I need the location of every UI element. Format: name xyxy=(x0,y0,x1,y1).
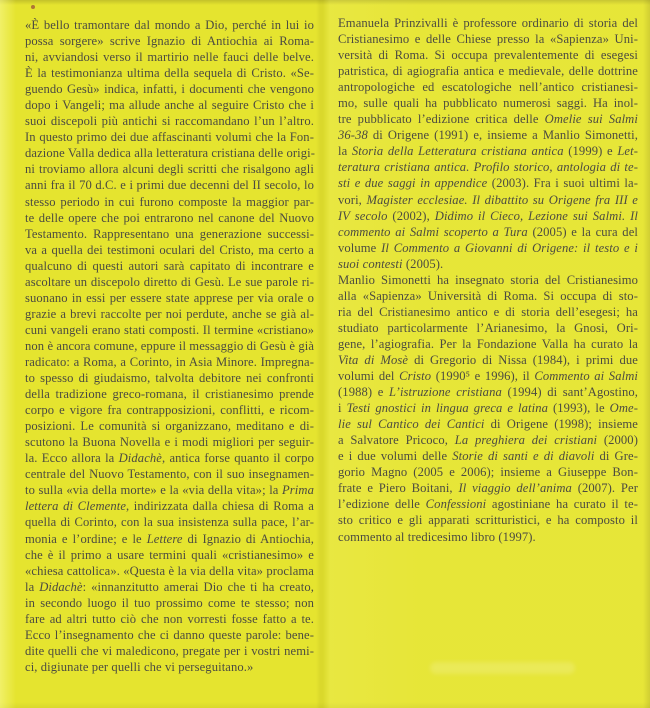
text-line: ci, digiunate per quelli che vi perseguitano.» xyxy=(25,659,254,674)
text-line: della tradizione greco-romana, il cristianesimo prende xyxy=(25,387,314,402)
text-line: suoi discepoli più antichi si raccomandano l’un l’altro. xyxy=(25,114,314,129)
text-line: volume Il Commento a Giovanni di Origene: il testo e i xyxy=(338,240,639,255)
text-line: suonano in essi per essere state apprese per via orale o xyxy=(25,290,314,305)
text-line: volumi del Cristo (1990⁵ e 1996), il Commento ai Salmi xyxy=(338,369,638,384)
text-line: la. Ecco allora la Didachè, antica forse quanto il corpo xyxy=(25,451,314,466)
text-line: posizioni. Le comunità si organizzano, meditano e di- xyxy=(25,419,314,434)
text-line: lettera di Clemente, indirizzata dalla chiesa di Roma a xyxy=(25,499,314,514)
text-line: dite quelli che vi maledicono, pregate per i vostri nemi- xyxy=(25,643,314,658)
right-text-column xyxy=(338,15,638,545)
text-line: che è il primo a usare termini quali «cristianesimo» e xyxy=(25,547,314,562)
text-line: l’edizione delle Confessioni agostiniane ha curato il te- xyxy=(338,497,638,512)
text-line: commento al tredicesimo libro (1997). xyxy=(338,529,536,544)
text-line: radicato: a Roma, a Corinto, in Asia Minore. Impregna- xyxy=(25,354,314,369)
text-line: vori, Magister ecclesiae. Il dibattito su Origene fra III e xyxy=(338,192,638,207)
text-line: ria del Cristianesimo antico e di storia dell’esegesi; ha xyxy=(338,304,638,319)
text-line: la Storia della Letteratura cristiana antica (1999) e Let- xyxy=(338,144,638,159)
text-line: sti e due saggi in appendice (2003). Fra i suoi ultimi la- xyxy=(338,176,639,191)
text-line: scutono la Buona Novella e i modi migliori per seguir- xyxy=(25,435,314,450)
left-text-column xyxy=(25,17,314,675)
text-line: qualcuno di questi autori sarà capitato di incontrare e xyxy=(25,258,314,273)
text-line: ni, avviandosi verso il martirio nelle fauci delle belve. xyxy=(25,50,314,65)
text-line: guendo Gesù» indica, infatti, i documenti che vengono xyxy=(25,82,314,97)
text-line: a Salvatore Pricoco, La preghiera dei cristiani (2000) xyxy=(338,433,638,448)
text-line: Vita di Mosè di Gregorio di Nissa (1984), i primi due xyxy=(338,352,638,367)
text-line: teratura cristiana antica. Profilo storico, antologia di te- xyxy=(338,160,638,175)
text-line: In questo primo dei due affascinanti volumi che la Fon- xyxy=(25,130,314,145)
text-line: Cristianesimo e delle Chiese presso la «Sapienza» Uni- xyxy=(338,32,638,47)
text-line: cuni vangeli erano stati composti. Il termine «cristiano» xyxy=(25,322,314,337)
text-line: la Didachè: «innanzitutto amerai Dio che ti ha creato, xyxy=(25,579,314,594)
text-line: patristica, di agiografia antica e medievale, delle dottrine xyxy=(338,64,638,79)
text-line: e i due volumi delle Storie di santi e di diavoli di Gre- xyxy=(338,449,638,464)
text-line: 36-38 di Origene (1991) e, insieme a Manlio Simonetti, xyxy=(338,128,638,143)
text-line: to sulla «via della morte» e la «via della vita»; la Prima xyxy=(25,483,314,498)
text-line: IV secolo (2002), Didimo il Cieco, Lezione sui Salmi. Il xyxy=(338,208,638,223)
text-line: Manlio Simonetti ha insegnato storia del Cristianesimo xyxy=(338,272,638,287)
text-line: centrale del Nuovo Testamento, con il suo insegnamen- xyxy=(25,467,314,482)
text-line: (1988) e L’istruzione cristiana (1994) di sant’Agostino, xyxy=(338,385,638,400)
text-line: corpo e vigore fra contrapposizioni, conflitti, e ricom- xyxy=(25,403,314,418)
text-line: te delle opere che poi entrarono nel canone del Nuovo xyxy=(25,210,314,225)
text-line: studiato particolarmente l’Arianesimo, la Gnosi, Ori- xyxy=(338,320,638,335)
text-line: non è ancora comune, eppure il messaggio di Gesù è già xyxy=(25,338,315,353)
text-line: versità di Roma. Si occupa prevalentemente di esegesi xyxy=(338,48,638,63)
show-through-mark xyxy=(430,662,575,674)
paper-speck xyxy=(31,5,35,9)
text-line: alla «Sapienza» Università di Roma. Si occupa di sto- xyxy=(338,288,638,303)
text-line: monia e l’ordine; e le Lettere di Ignazio di Antiochia, xyxy=(25,531,314,546)
text-line: fare ad altri tutto ciò che non vorresti fosse fatto a te. xyxy=(25,611,314,626)
text-line: possa sorgere» scrive Ignazio di Antiochia ai Roma- xyxy=(25,34,314,49)
text-line: anni fra il 70 d.C. e i primi due decenni del II secolo, lo xyxy=(25,178,314,193)
text-line: grazie a brevi raccolte per noi perdute, anche se già al- xyxy=(25,306,314,321)
text-line: commento ai Salmi scoperto a Tura (2005) e la cura del xyxy=(338,224,638,239)
text-line: Ecco l’insegnamento che ci danno queste parole: bene- xyxy=(25,627,314,642)
text-line: stesso periodo in cui furono composte la maggior par- xyxy=(25,194,314,209)
text-line: quella di Corinto, con la sua insistenza sulla pace, l’ar- xyxy=(25,515,314,530)
text-line: dopo i Vangeli; ma allude anche al seguire Cristo che i xyxy=(25,98,314,113)
text-line: sto critico e gli apparati scritturistici, e ha composto il xyxy=(338,513,638,528)
text-line: È la testimonianza ultima della sequela di Cristo. «Se- xyxy=(25,66,314,81)
text-line: Testamento. Rappresentano una generazione successi- xyxy=(25,226,314,241)
paragraph xyxy=(338,15,638,272)
text-line: «chiesa cattolica». «Questa è la via della vita» proclama xyxy=(25,563,314,578)
text-line: ni troviamo allora alcuni degli scritti che risalgono agli xyxy=(25,162,314,177)
text-line: gene, l’agiografia. Per la Fondazione Valla ha curato la xyxy=(338,336,638,351)
text-line: lie sul Cantico dei Cantici di Origene (1998); insieme xyxy=(338,417,638,432)
text-line: va a quella dei testimoni oculari del Cristo, ma certo a xyxy=(25,242,314,257)
text-line: frate e Piero Boitani, Il viaggio dell’anima (2007). Per xyxy=(338,481,638,496)
text-line: antropologiche ed escatologiche nell’antico cristianesi- xyxy=(338,80,638,95)
text-line: in secondo luogo il tuo prossimo come te stesso; non xyxy=(25,595,314,610)
text-line: mo, sulle quali ha pubblicato numerosi saggi. Ha inol- xyxy=(338,96,638,111)
text-line: tre pubblicato l’edizione critica delle Omelie sui Salmi xyxy=(338,112,638,127)
paragraph xyxy=(338,272,638,545)
text-line: to spesso di giudaismo, talvolta debitore nei confronti xyxy=(25,371,314,386)
text-line: suoi contesti (2005). xyxy=(338,256,444,271)
text-line: «È bello tramontare dal mondo a Dio, perché in lui io xyxy=(25,18,314,32)
text-line: i Testi gnostici in lingua greca e latina (1993), le Ome- xyxy=(338,401,638,416)
text-line: gorio Magno (2005 e 2006); insieme a Giuseppe Bon- xyxy=(338,465,638,480)
text-line: ascoltare un discepolo diretto di Gesù. Le sue parole ri- xyxy=(25,274,314,289)
text-line: Emanuela Prinzivalli è professore ordinario di storia del xyxy=(338,16,638,30)
text-line: dazione Valla dedica alla letteratura cristiana delle origi- xyxy=(25,146,316,161)
paragraph xyxy=(25,17,314,675)
